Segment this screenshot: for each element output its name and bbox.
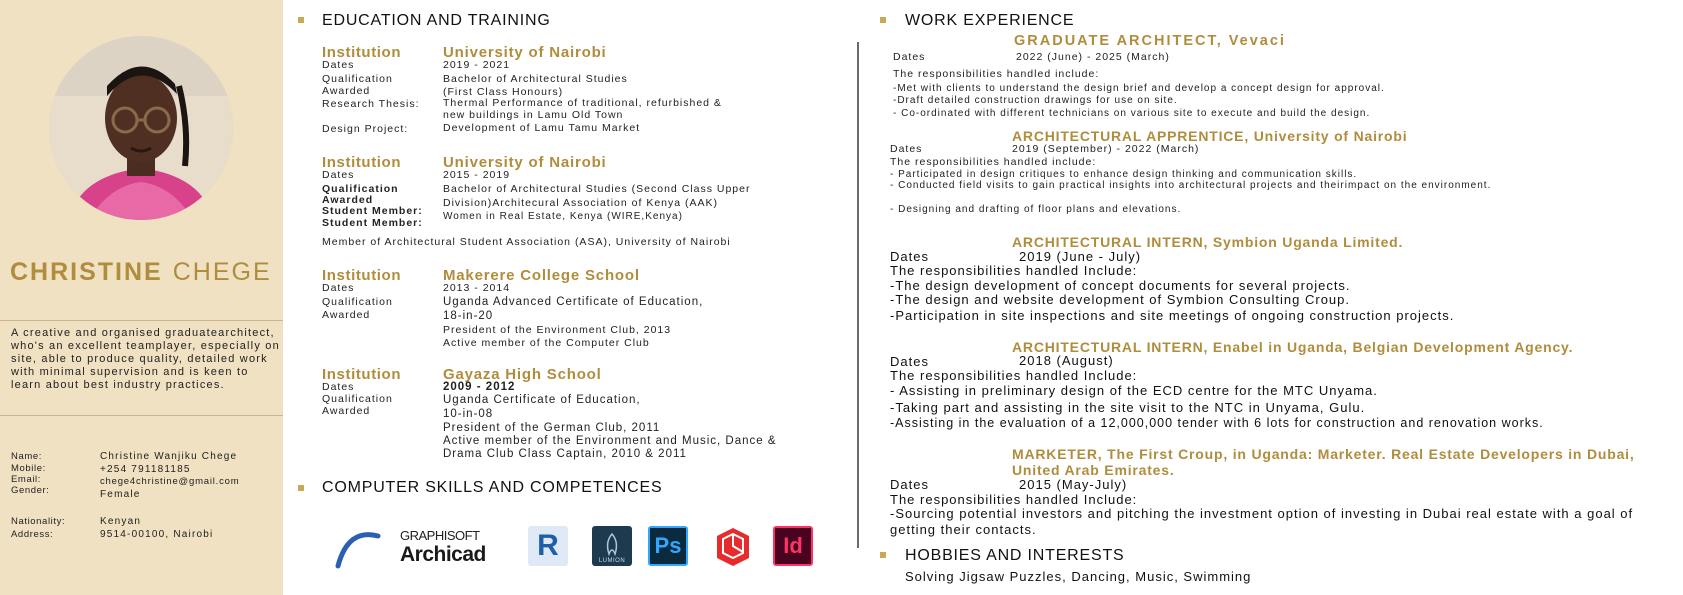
field-value: Development of Lamu Tamu Market <box>443 122 641 134</box>
job-title: ARCHITECTURAL INTERN, Symbion Uganda Limited. <box>1012 234 1404 250</box>
archicad-arc-icon <box>334 526 382 570</box>
hobbies-heading: HOBBIES AND INTERESTS <box>905 547 1125 564</box>
institution-name: Makerere College School <box>443 267 640 284</box>
field-label: Research Thesis: <box>322 98 420 110</box>
field-value: Division)Architecural Association of Kenya (AAK) <box>443 197 719 209</box>
job-intro: The responsibilities handled Include: <box>890 492 1138 507</box>
job-dates: 2015 (May-July) <box>1019 477 1128 492</box>
profile-photo <box>49 36 233 220</box>
column-divider <box>857 42 859 548</box>
institution-label: Institution <box>322 366 402 383</box>
job-item: - Designing and drafting of floor plans and elevations. <box>890 204 1182 215</box>
job-item: -Sourcing potential investors and pitching the investment option of investing in Dubai real estate with a goal of getting their contacts. <box>890 506 1634 537</box>
field-label: Dates <box>322 169 355 181</box>
section-bullet-icon <box>298 485 304 491</box>
last-name: CHEGE <box>172 258 272 286</box>
job-dates-label: Dates <box>890 249 929 264</box>
job-dates: 2018 (August) <box>1019 353 1114 368</box>
field-value: Thermal Performance of traditional, refurbished & <box>443 97 722 109</box>
field-label: Awarded <box>322 85 371 97</box>
job-title: MARKETER, The First Croup, in Uganda: Marketer. Real Estate Developers in Dubai, United Arab Emirates. <box>1012 446 1635 478</box>
indesign-icon <box>773 526 813 566</box>
field-label: Dates <box>322 282 355 294</box>
avatar-portrait-icon <box>49 36 233 220</box>
info-value-nationality: Kenyan <box>100 516 142 527</box>
photoshop-text: Ps <box>648 526 688 566</box>
job-dates-label: Dates <box>890 477 929 492</box>
institution-name: University of Nairobi <box>443 44 607 61</box>
field-value: Active member of the Environment and Music, Dance & <box>443 435 777 447</box>
job-item: -Taking part and assisting in the site visit to the NTC in Unyama, Gulu. <box>890 400 1366 415</box>
sidebar <box>0 0 283 595</box>
revit-letter: R <box>528 526 568 566</box>
field-label: Dates <box>322 381 355 393</box>
section-bullet-icon <box>880 17 886 23</box>
job-title: GRADUATE ARCHITECT, Vevaci <box>1014 33 1286 49</box>
archicad-icon <box>334 526 382 575</box>
info-label-nationality: Nationality: <box>11 516 66 527</box>
profile-name <box>10 258 272 287</box>
archicad-brand: GRAPHISOFT <box>400 528 480 543</box>
field-label: Design Project: <box>322 123 409 135</box>
section-bullet-icon <box>298 17 304 23</box>
field-value: Uganda Advanced Certificate of Education, <box>443 296 704 308</box>
hobbies-text: Solving Jigsaw Puzzles, Dancing, Music, Swimming <box>905 569 1252 584</box>
info-value-mobile: +254 791181185 <box>100 464 191 475</box>
job-item: -Participation in site inspections and site meetings of ongoing construction projects. <box>890 308 1455 323</box>
job-intro: The responsibilities handled include: <box>890 156 1097 168</box>
field-value: 10-in-08 <box>443 408 494 420</box>
first-name: CHRISTINE <box>10 258 163 286</box>
skills-heading: COMPUTER SKILLS AND COMPETENCES <box>322 479 663 496</box>
job-item: -The design and website development of Symbion Consulting Croup. <box>890 292 1351 307</box>
field-value: 2013 - 2014 <box>443 282 511 294</box>
info-value-address: 9514-00100, Nairobi <box>100 529 214 540</box>
job-item: -Draft detailed construction drawings for use on site. <box>893 95 1178 106</box>
job-intro: The responsibilities handled include: <box>893 68 1100 80</box>
info-label-name: Name: <box>11 451 42 462</box>
job-intro: The responsibilities handled Include: <box>890 368 1138 383</box>
institution-name: University of Nairobi <box>443 154 607 171</box>
education-heading: EDUCATION AND TRAINING <box>322 12 551 29</box>
job-item: - Co-ordinated with different technicians on various site to execute and build the design. <box>893 108 1371 119</box>
field-value: 2009 - 2012 <box>443 381 516 393</box>
institution-label: Institution <box>322 267 402 284</box>
member-line: Member of Architectural Student Association (ASA), University of Nairobi <box>322 236 731 248</box>
job-item: -Assisting in the evaluation of a 12,000,000 tender with 6 lots for construction and renovation works. <box>890 416 1544 430</box>
field-label: Student Member: <box>322 217 423 229</box>
job-dates-label: Dates <box>890 143 923 155</box>
sketchup-cube-icon <box>713 526 753 568</box>
field-value: new buildings in Lamu Old Town <box>443 109 624 121</box>
job-title: ARCHITECTURAL APPRENTICE, University of Nairobi <box>1012 128 1408 144</box>
field-value: Active member of the Computer Club <box>443 337 650 349</box>
job-item: - Conducted field visits to gain practical insights into architectural projects and theirimpact on the environment. <box>890 180 1492 191</box>
indesign-text: Id <box>773 526 813 566</box>
job-title: ARCHITECTURAL INTERN, Enabel in Uganda, Belgian Development Agency. <box>1012 339 1574 355</box>
institution-label: Institution <box>322 154 402 171</box>
revit-icon <box>528 526 568 566</box>
photoshop-icon <box>648 526 688 566</box>
field-label: Qualification <box>322 183 399 195</box>
field-value: Uganda Certificate of Education, <box>443 394 641 406</box>
info-label-email: Email: <box>11 474 41 485</box>
lumion-flame-icon <box>597 532 627 558</box>
job-dates: 2019 (September) - 2022 (March) <box>1012 143 1200 155</box>
institution-name: Gayaza High School <box>443 366 602 383</box>
field-value: (First Class Honours) <box>443 86 564 98</box>
field-label: Qualification <box>322 296 393 308</box>
field-value: 18-in-20 <box>443 310 494 322</box>
sketchup-icon <box>713 526 753 573</box>
job-item: - Assisting in preliminary design of the ECD centre for the MTC Unyama. <box>890 383 1378 398</box>
job-intro: The responsibilities handled Include: <box>890 263 1138 278</box>
info-value-name: Christine Wanjiku Chege <box>100 451 238 462</box>
field-label: Awarded <box>322 194 374 206</box>
lumion-text: LUMION <box>598 558 626 564</box>
field-value: 2015 - 2019 <box>443 169 511 181</box>
field-value: President of the German Club, 2011 <box>443 422 661 434</box>
job-item: -The design development of concept documents for several projects. <box>890 278 1351 293</box>
profile-bio: A creative and organised graduatearchitect, who's an excellent teamplayer, especially on site, able to produce quality, detailed work with minimal supervision and is keen to learn about best industry practices. <box>11 327 280 391</box>
job-item: - Participated in design critiques to enhance design thinking and communication skills. <box>890 169 1358 180</box>
info-label-address: Address: <box>11 529 54 540</box>
field-label: Qualification <box>322 73 393 85</box>
info-value-email: chege4christine@gmail.com <box>100 476 240 487</box>
section-bullet-icon <box>880 552 886 558</box>
info-value-gender: Female <box>100 489 141 500</box>
job-dates: 2022 (June) - 2025 (March) <box>1016 51 1170 63</box>
field-value: Bachelor of Architectural Studies <box>443 73 628 85</box>
info-label-mobile: Mobile: <box>11 463 46 474</box>
field-label: Qualification <box>322 393 393 405</box>
field-value: Bachelor of Architectural Studies (Second Class Upper <box>443 183 751 195</box>
field-value: Drama Club Class Captain, 2010 & 2011 <box>443 448 687 460</box>
field-value: President of the Environment Club, 2013 <box>443 324 672 336</box>
field-label: Awarded <box>322 309 371 321</box>
info-label-gender: Gender: <box>11 485 50 496</box>
job-dates-label: Dates <box>893 51 926 63</box>
work-heading: WORK EXPERIENCE <box>905 12 1075 29</box>
field-label: Student Member: <box>322 205 423 217</box>
field-value: 2019 - 2021 <box>443 59 511 71</box>
job-dates-label: Dates <box>890 354 929 369</box>
field-label: Dates <box>322 59 355 71</box>
archicad-name: Archicad <box>400 543 486 566</box>
job-dates: 2019 (June - July) <box>1019 249 1142 264</box>
job-item: -Met with clients to understand the design brief and develop a concept design for approval. <box>893 83 1385 94</box>
field-value: Women in Real Estate, Kenya (WIRE,Kenya) <box>443 211 683 222</box>
lumion-icon <box>592 526 632 566</box>
field-label: Awarded <box>322 405 371 417</box>
institution-label: Institution <box>322 44 402 61</box>
